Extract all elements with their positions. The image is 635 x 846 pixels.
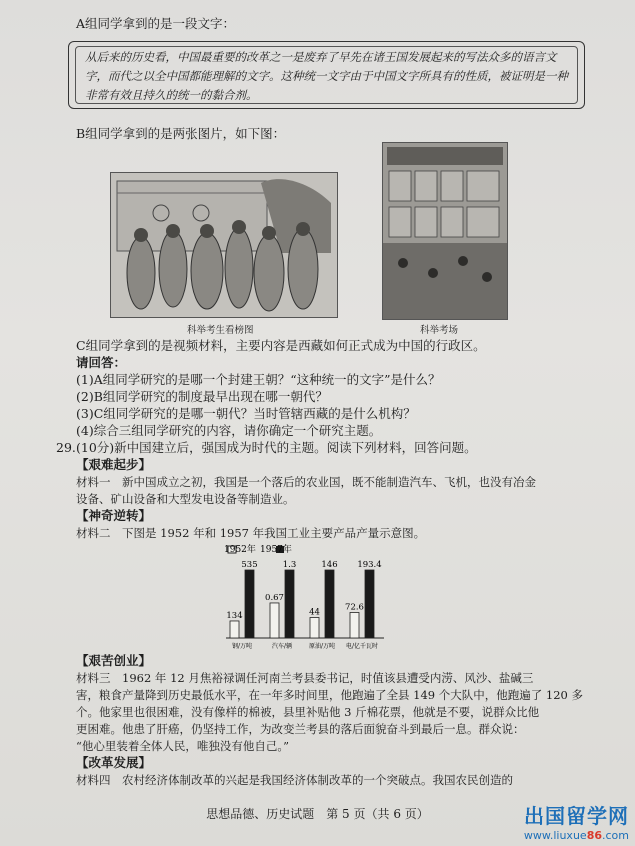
- exam-hall-drawing: [383, 143, 507, 319]
- heading-reform: 【改革发展】: [76, 755, 152, 770]
- question-29-stem: (10分)新中国建立后，强国成为时代的主题。阅读下列材料，回答问题。: [76, 440, 477, 455]
- material-3-line-1: 材料三 1962 年 12 月焦裕禄调任河南兰考县委书记，时值该县遭受内涝、风沙、盐碱三: [76, 671, 534, 685]
- exam-results-illustration: [110, 172, 338, 318]
- value-label-1952-2: 44: [309, 607, 320, 618]
- value-label-1952-3: 72.6: [345, 602, 364, 613]
- material-1-line-2: 设备、矿山设备和大型发电设备等制造业。: [76, 492, 295, 506]
- material-3-line-4: 更困难。他患了肝癌，仍坚持工作，为改变兰考县的落后面貌奋斗到最后一息。群众说：: [76, 722, 525, 736]
- category-label-2: 原油/万吨: [308, 643, 336, 650]
- watermark-name: 出国留学网: [524, 804, 629, 828]
- chart-category-labels: [232, 642, 378, 650]
- bar-1952-0: [230, 621, 239, 638]
- material-4: 材料四 农村经济体制改革的兴起是我国经济体制改革的一个突破点。我国农民创造的: [76, 773, 513, 787]
- value-label-1957-2: 146: [321, 560, 338, 570]
- heading-reversal: 【神奇逆转】: [76, 508, 152, 523]
- section-b-intro: B组同学拿到的是两张图片，如下图：: [76, 126, 286, 141]
- value-label-1957-0: 535: [241, 560, 258, 570]
- bar-1957-0: [245, 570, 254, 638]
- answer-prompt: 请回答：: [76, 355, 127, 370]
- section-c-intro: C组同学拿到的是视频材料，主要内容是西藏如何正式成为中国的行政区。: [76, 338, 486, 353]
- heading-difficult-start: 【艰难起步】: [76, 457, 152, 472]
- section-a-intro: A组同学拿到的是一段文字：: [76, 16, 236, 31]
- material-3-line-2: 害，粮食产量降到历史最低水平，在一年多时间里，他跑遍了全县 149 个大队中，他跑遍了 120 多: [76, 688, 584, 702]
- legend-label-1957: 1957年: [260, 545, 292, 555]
- material-3-line-5: “他心里装着全体人民，唯独没有他自己。”: [76, 739, 290, 753]
- bar-1957-3: [365, 570, 374, 638]
- value-label-1957-3: 193.4: [357, 560, 382, 570]
- category-label-0: 钢/万吨: [231, 643, 253, 650]
- caption-exam-hall: 科举考场: [420, 325, 459, 336]
- bar-1957-2: [325, 570, 334, 638]
- material-3-line-3: 个。他家里也很困难，没有像样的棉被，县里补贴他 3 斤棉花票，他就是不要，说群众比他: [76, 705, 540, 719]
- question-29-number: 29.: [56, 440, 76, 455]
- caption-exam-results: 科举考生看榜图: [187, 325, 254, 336]
- category-label-1: 汽车/辆: [271, 643, 293, 650]
- material-1-line-1: 材料一 新中国成立之初，我国是一个落后的农业国，既不能制造汽车、飞机，也没有冶金: [76, 475, 536, 489]
- question-2: (2)B组同学研究的制度最早出现在哪一朝代？: [76, 389, 328, 404]
- bar-1957-1: [285, 570, 294, 638]
- bar-1952-1: [270, 603, 279, 638]
- question-1: (1)A组同学研究的是哪一个封建王朝？“这种统一的文字”是什么？: [76, 372, 441, 387]
- exam-results-drawing: [111, 173, 337, 317]
- value-label-1952-1: 0.67: [265, 592, 284, 603]
- industrial-output-chart: [220, 542, 390, 652]
- watermark-url: [479, 829, 629, 842]
- value-label-1952-0: 134: [226, 610, 243, 621]
- category-label-3: 电/亿千瓦时: [345, 643, 379, 650]
- chart-legend: [224, 543, 292, 555]
- bar-1952-3: [350, 612, 359, 638]
- question-3: (3)C组同学研究的是哪一朝代？当时管辖西藏的是什么机构？: [76, 406, 416, 421]
- value-label-1957-1: 1.3: [282, 560, 297, 570]
- question-4: (4)综合三组同学研究的内容，请你确定一个研究主题。: [76, 423, 382, 438]
- quote-text: 从后来的历史看，中国最重要的改革之一是废弃了早先在诸王国发展起来的写法众多的语言文字，而代之以全中国都能理解的文字。这种统一文字由于中国文字所具有的性质，被证明是一种非常有效且持久的统一的黏合剂。: [85, 50, 568, 102]
- bar-1952-2: [310, 618, 319, 638]
- quote-box: [68, 41, 585, 109]
- legend-label-1952: 1952年: [224, 545, 256, 555]
- page-footer: 思想品德、历史试题 第 5 页（共 6 页）: [206, 807, 429, 821]
- watermark-url-number: 86: [586, 829, 602, 842]
- site-watermark: [479, 800, 629, 842]
- watermark-url-suffix: .com: [602, 829, 629, 842]
- watermark-url-prefix: www.liuxue: [523, 829, 587, 842]
- material-2: 材料二 下图是 1952 年和 1957 年我国工业主要产品产量示意图。: [76, 526, 426, 540]
- heading-hard-work: 【艰苦创业】: [76, 653, 152, 668]
- exam-hall-illustration: [382, 142, 508, 320]
